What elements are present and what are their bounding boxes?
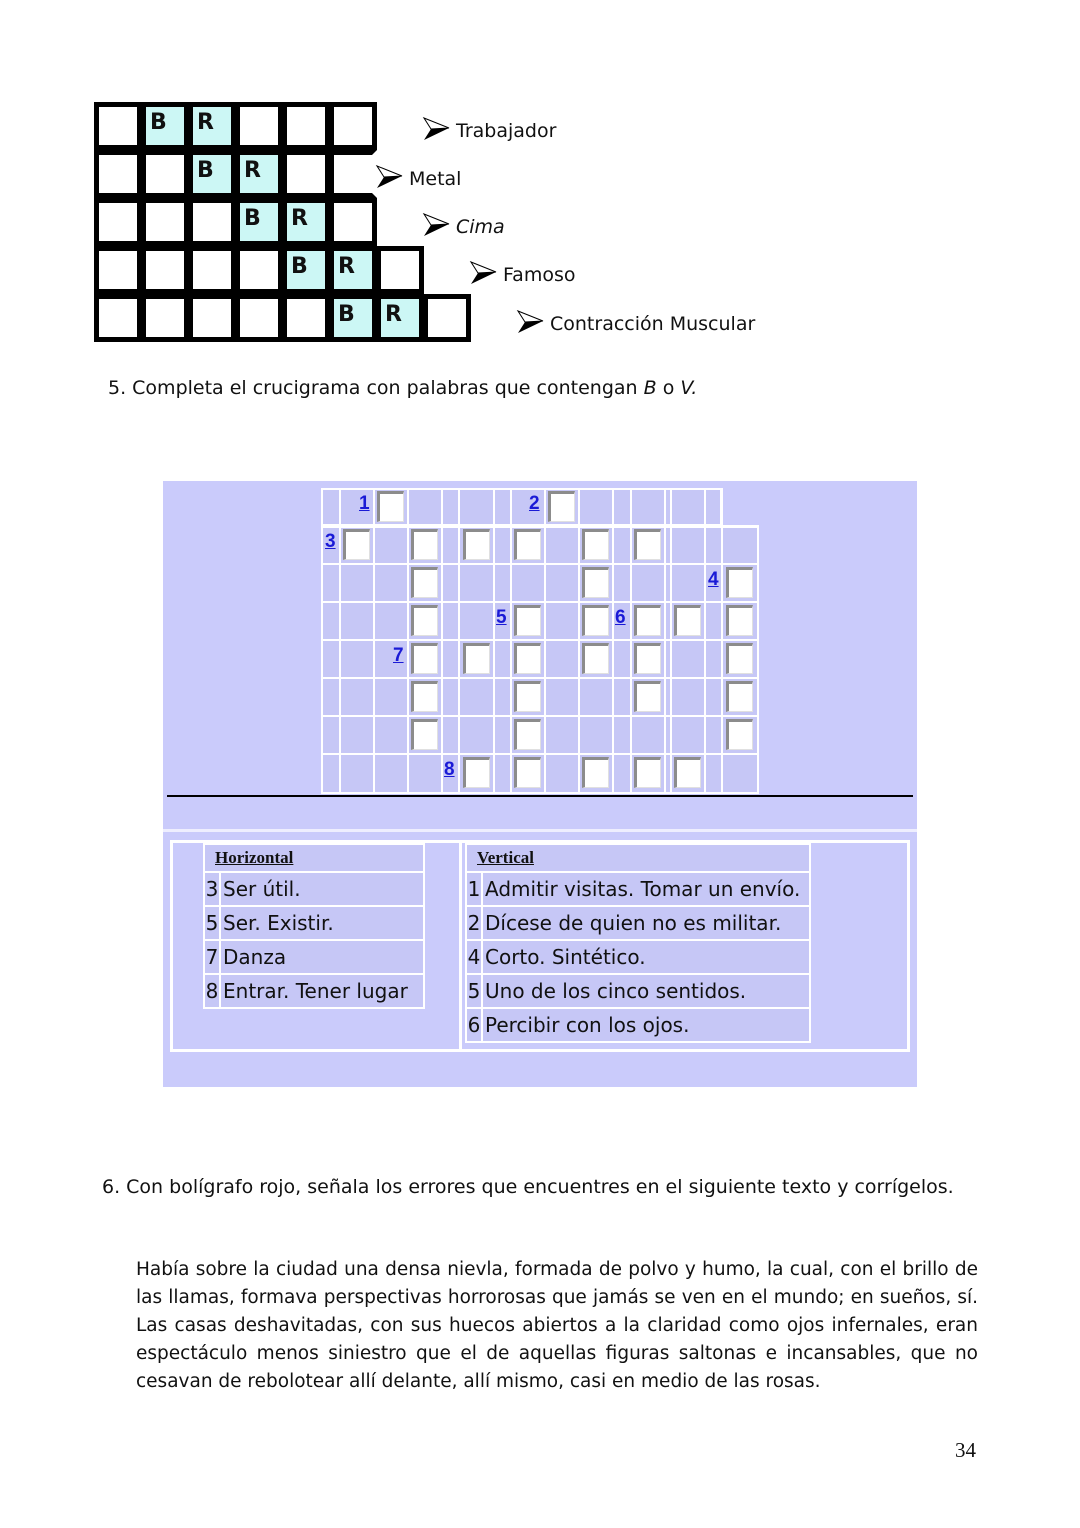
crossword-input[interactable] — [411, 567, 438, 598]
crossword-input[interactable] — [463, 757, 490, 788]
clue-contraccion-muscular: Contracción Muscular — [516, 309, 755, 335]
crossword-input[interactable] — [582, 529, 609, 560]
horizontal-clues-table — [203, 843, 425, 1009]
arrowhead-icon — [422, 212, 450, 238]
crossword-input[interactable] — [674, 757, 701, 788]
grid-cell[interactable] — [329, 198, 377, 246]
grid-cell[interactable] — [188, 294, 236, 342]
grid-cell-b — [141, 102, 189, 150]
clue-number-1[interactable]: 1 — [359, 493, 370, 514]
crossword-input[interactable] — [463, 529, 490, 560]
crossword-input[interactable] — [582, 567, 609, 598]
clue-row: 2 Dícese de quien no es militar. — [467, 907, 809, 939]
clue-row: 6 Percibir con los ojos. — [467, 1009, 809, 1041]
clue-row: 3 Ser útil. — [205, 873, 423, 905]
grid-cell[interactable] — [235, 246, 283, 294]
grid-cell-b — [235, 198, 283, 246]
grid-cell[interactable] — [282, 294, 330, 342]
crossword-input[interactable] — [634, 757, 661, 788]
arrowhead-icon — [516, 309, 544, 335]
grid-cell[interactable] — [235, 294, 283, 342]
clue-metal: Metal — [375, 164, 461, 190]
crossword-input[interactable] — [582, 605, 609, 636]
crossword-input[interactable] — [514, 757, 541, 788]
crossword-input[interactable] — [514, 529, 541, 560]
crossword-input[interactable] — [514, 719, 541, 750]
crossword-input[interactable] — [411, 719, 438, 750]
crossword-input[interactable] — [582, 643, 609, 674]
clue-row: 7 Danza — [205, 941, 423, 973]
clue-row: 5 Ser. Existir. — [205, 907, 423, 939]
crossword-input[interactable] — [514, 643, 541, 674]
grid-cell-b — [282, 246, 330, 294]
grid-cell[interactable] — [282, 102, 330, 150]
vertical-clues-title: Vertical — [467, 845, 809, 871]
crossword-input[interactable] — [411, 643, 438, 674]
crossword-input[interactable] — [582, 757, 609, 788]
arrowhead-icon — [375, 164, 403, 190]
grid-cell[interactable] — [282, 150, 330, 198]
clue-number-2[interactable]: 2 — [529, 493, 540, 514]
grid-cell-r — [188, 102, 236, 150]
grid-cell[interactable] — [94, 246, 142, 294]
grid-cell-r — [376, 294, 424, 342]
letter-b: B — [150, 110, 167, 135]
crossword-input[interactable] — [411, 681, 438, 712]
crossword-input[interactable] — [377, 491, 404, 522]
crossword-input[interactable] — [726, 681, 753, 712]
divider-line — [167, 795, 913, 797]
grid-cell[interactable] — [94, 198, 142, 246]
crossword-panel — [163, 481, 917, 1087]
crossword-grid — [321, 488, 759, 793]
clue-row: 1 Admitir visitas. Tomar un envío. — [467, 873, 809, 905]
letter-r: R — [291, 206, 308, 231]
letter-r: R — [244, 158, 261, 183]
crossword-input[interactable] — [634, 681, 661, 712]
clue-number-4[interactable]: 4 — [708, 569, 719, 590]
clue-row: 5 Uno de los cinco sentidos. — [467, 975, 809, 1007]
exercise-5-instruction: 5. Completa el crucigrama con palabras que contengan B o V. — [108, 377, 698, 399]
crossword-input[interactable] — [514, 681, 541, 712]
clues-container — [170, 840, 910, 1052]
crossword-input[interactable] — [726, 567, 753, 598]
clue-famoso: Famoso — [469, 260, 575, 286]
grid-cell[interactable] — [235, 102, 283, 150]
letter-b: B — [197, 158, 214, 183]
clues-column-divider — [459, 843, 462, 1049]
grid-cell[interactable] — [141, 150, 189, 198]
grid-cell[interactable] — [188, 198, 236, 246]
clue-trabajador: Trabajador — [422, 116, 556, 142]
crossword-input[interactable] — [634, 605, 661, 636]
grid-cell[interactable] — [141, 294, 189, 342]
grid-cell[interactable] — [141, 198, 189, 246]
crossword-input[interactable] — [548, 491, 575, 522]
clue-row: 8 Entrar. Tener lugar — [205, 975, 423, 1007]
page-number: 34 — [955, 1438, 976, 1462]
clue-number-7[interactable]: 7 — [393, 645, 404, 666]
grid-cell[interactable] — [188, 246, 236, 294]
crossword-input[interactable] — [726, 605, 753, 636]
clue-cima: Cima — [422, 212, 505, 238]
arrowhead-icon — [422, 116, 450, 142]
letter-r: R — [338, 254, 355, 279]
error-paragraph: Había sobre la ciudad una densa nievla, formada de polvo y humo, la cual, con el brillo de las llamas, formava perspectivas horrorosas que jamás se ven en el mundo; en sueños, sí. Las casas deshavitadas, con sus huecos abiertos a la claridad como ojos infernales, eran espectáculo menos siniestro que el de aquellas figuras saltonas e incansables, que no cesavan de rebolotear allí delante, allí mismo, casi en medio de las rosas. — [136, 1259, 978, 1392]
clue-number-6[interactable]: 6 — [615, 607, 626, 628]
crossword-input[interactable] — [343, 529, 370, 560]
grid-cell-r — [282, 198, 330, 246]
arrowhead-icon — [469, 260, 497, 286]
grid-cell-b — [188, 150, 236, 198]
grid-cell-r — [235, 150, 283, 198]
crossword-input[interactable] — [726, 643, 753, 674]
grid-cell[interactable] — [329, 102, 377, 150]
clue-number-5[interactable]: 5 — [496, 607, 507, 628]
crossword-input[interactable] — [726, 719, 753, 750]
horizontal-clues-title: Horizontal — [205, 845, 423, 871]
crossword-input[interactable] — [514, 605, 541, 636]
letter-b: B — [291, 254, 308, 279]
divider-line — [163, 829, 917, 832]
clue-number-3[interactable]: 3 — [325, 531, 336, 552]
letter-b: B — [244, 206, 261, 231]
vertical-clues-table — [465, 843, 811, 1043]
crossword-input[interactable] — [463, 643, 490, 674]
grid-cell-b — [329, 294, 377, 342]
letter-r: R — [385, 302, 402, 327]
exercise-6-instruction: 6. Con bolígrafo rojo, señala los errores que encuentres en el siguiente texto y corrígelos. — [102, 1176, 954, 1198]
crossword-input[interactable] — [674, 605, 701, 636]
crossword-input[interactable] — [634, 529, 661, 560]
grid-cell-r — [329, 246, 377, 294]
crossword-input[interactable] — [634, 643, 661, 674]
crossword-input[interactable] — [411, 605, 438, 636]
grid-cell[interactable] — [94, 150, 142, 198]
letter-r: R — [197, 110, 214, 135]
clue-number-8[interactable]: 8 — [444, 759, 455, 780]
letter-b: B — [338, 302, 355, 327]
grid-cell[interactable] — [141, 246, 189, 294]
grid-cell[interactable] — [376, 246, 424, 294]
crossword-input[interactable] — [411, 529, 438, 560]
grid-cell[interactable] — [329, 150, 377, 198]
grid-cell[interactable] — [423, 294, 471, 342]
grid-cell[interactable] — [94, 294, 142, 342]
grid-cell[interactable] — [94, 102, 142, 150]
clue-row: 4 Corto. Sintético. — [467, 941, 809, 973]
